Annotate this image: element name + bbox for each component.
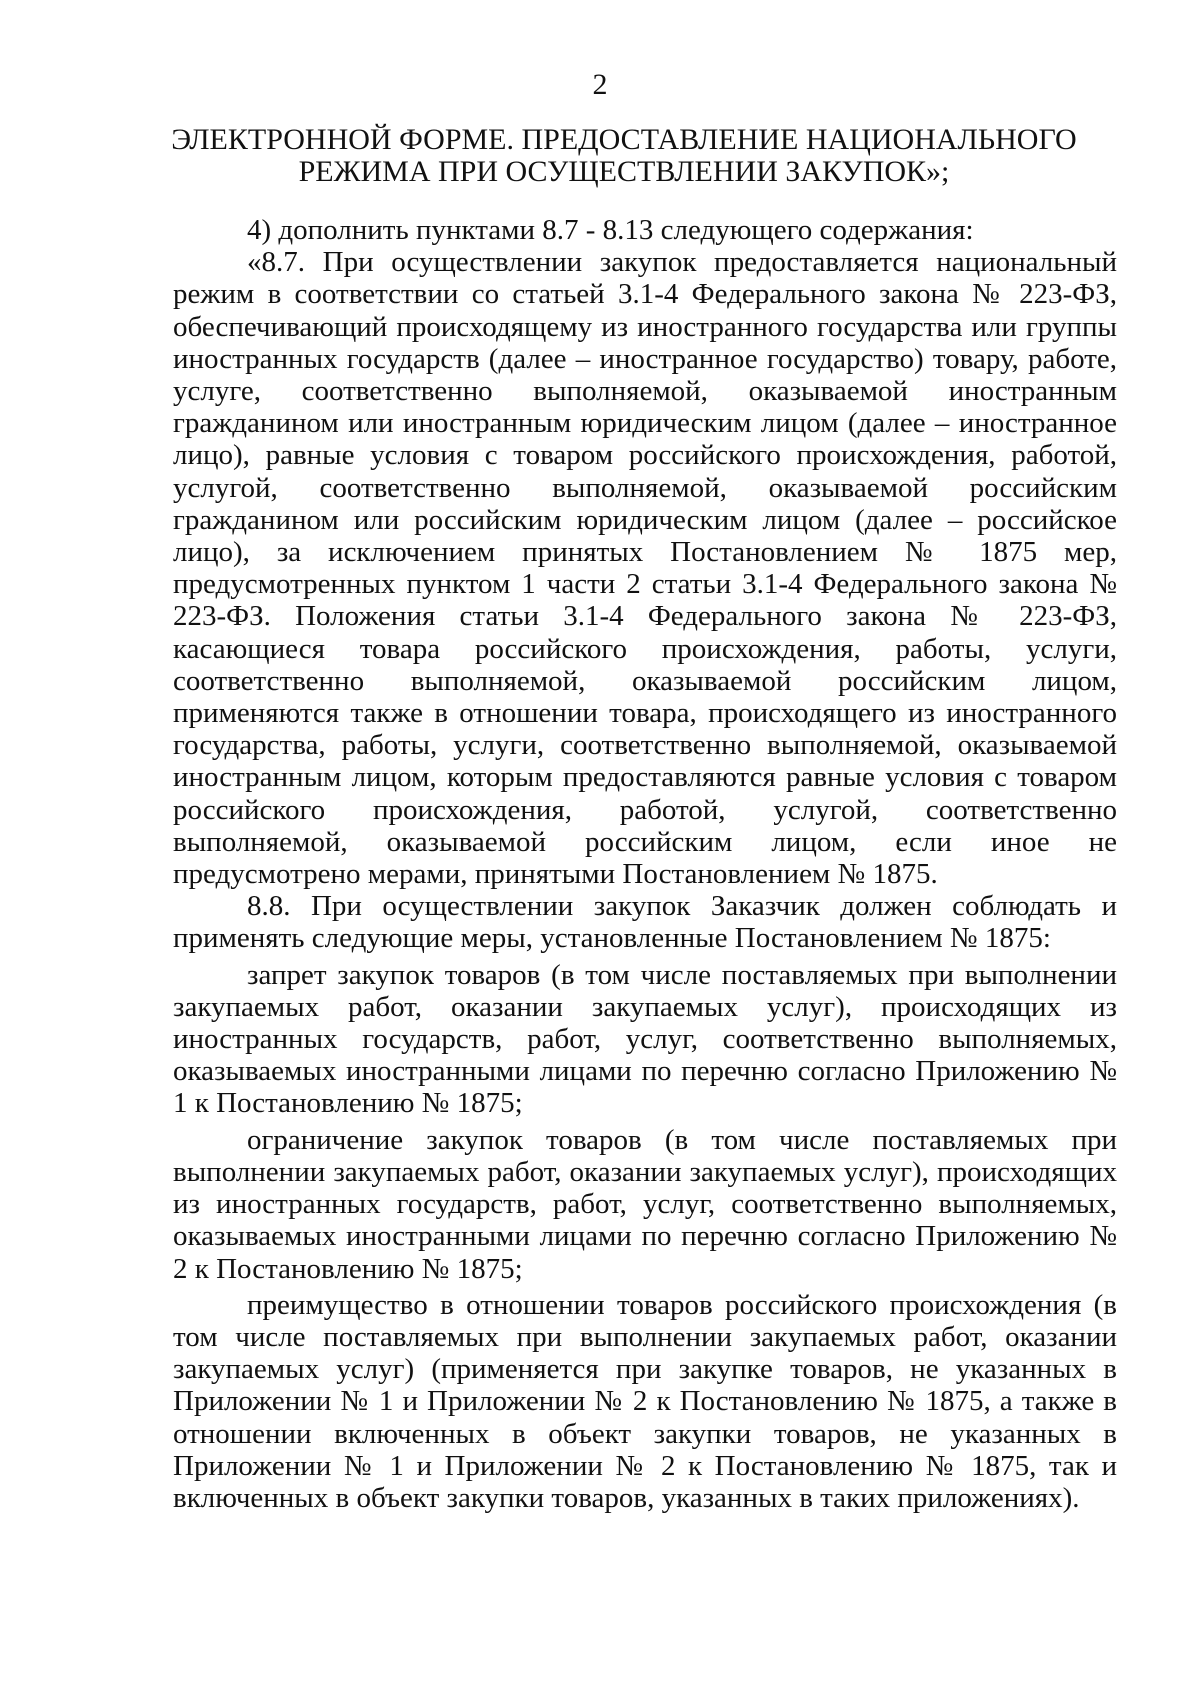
section-heading-line-1: ЭЛЕКТРОННОЙ ФОРМЕ. ПРЕДОСТАВЛЕНИЕ НАЦИОНАЛЬНОГО [171, 123, 1077, 156]
section-heading-line-2: РЕЖИМА ПРИ ОСУЩЕСТВЛЕНИИ ЗАКУПОК»; [298, 155, 950, 188]
section-heading [160, 124, 1088, 188]
page-number: 2 [592, 68, 608, 101]
paragraph-advantage: преимущество в отношении товаров российского происхождения (в том числе поставляемых при выполнении закупаемых работ, оказании закупаемых услуг) (применяется при закупке товаров, не указанных в Приложении № 1 и Приложении № 2 к Постановлению № 1875, а также в отношении включенных в объект закупки товаров, не указанных в Приложении № 1 и Приложении № 2 к Постановлению № 1875, так и включенных в объект закупки товаров, указанных в таких приложениях). [173, 1288, 1117, 1514]
paragraph-restriction: ограничение закупок товаров (в том числе поставляемых при выполнении закупаемых работ, оказании закупаемых услуг), происходящих из иностранных государств, работ, услуг, соответственно выполняемых, оказываемых иностранными лицами по перечню согласно Приложению № 2 к Постановлению № 1875; [173, 1123, 1117, 1285]
paragraph-8-7: «8.7. При осуществлении закупок предоставляется национальный режим в соответствии со статьей 3.1-4 Федерального закона № 223-ФЗ, обеспечивающий происходящему из иностранного государства или группы иностранных государств (далее – иностранное государство) товару, работе, услуге, соответственно выполняемой, оказываемой иностранным гражданином или иностранным юридическим лицом (далее – иностранное лицо), равные условия с товаром российского происхождения, работой, услугой, соответственно выполняемой, оказываемой российским гражданином или российским юридическим лицом (далее – российское лицо), за исключением принятых Постановлением № 1875 мер, предусмотренных пунктом 1 части 2 статьи 3.1-4 Федерального закона № 223-ФЗ. Положения статьи 3.1-4 Федерального закона № 223-ФЗ, касающиеся товара российского происхождения, работы, услуги, соответственно выполняемой, оказываемой российским лицом, применяются также в отношении товара, происходящего из иностранного государства, работы, услуги, соответственно выполняемой, оказываемой иностранным лицом, которым предоставляются равные условия с товаром российского происхождения, работой, услугой, соответственно выполняемой, оказываемой российским лицом, если иное не предусмотрено мерами, принятыми Постановлением № 1875. [173, 246, 1117, 891]
document-body [173, 214, 1117, 1514]
paragraph-prohibition: запрет закупок товаров (в том числе поставляемых при выполнении закупаемых работ, оказании закупаемых услуг), происходящих из иностранных государств, работ, услуг, соответственно выполняемых, оказываемых иностранными лицами по перечню согласно Приложению № 1 к Постановлению № 1875; [173, 958, 1117, 1120]
paragraph-item-4: 4) дополнить пунктами 8.7 - 8.13 следующего содержания: [247, 214, 974, 246]
paragraph-8-8: 8.8. При осуществлении закупок Заказчик должен соблюдать и применять следующие меры, установленные Постановлением № 1875: [173, 890, 1117, 955]
